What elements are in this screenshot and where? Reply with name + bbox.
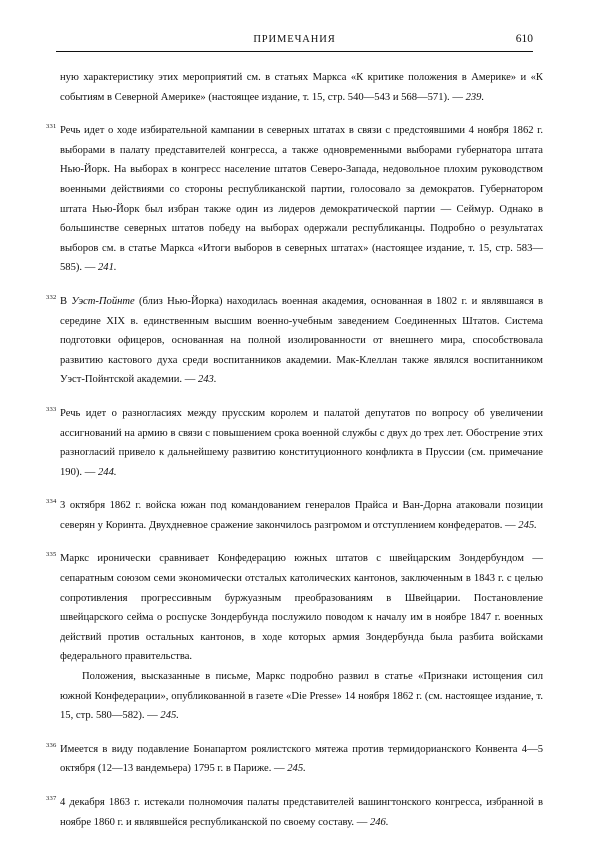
note-text-segment: 3 октября 1862 г. войска южан под командованием генералов Прайса и Ван-Дорна атаковали позиции северян у Коринта. Двухдневное сражение закончилось разгромом и отступлением конфедератов. — <box>60 500 543 531</box>
note-italic-segment: 243. <box>197 374 217 386</box>
note-number: 333 <box>46 405 57 413</box>
page-number: 610 <box>515 33 533 45</box>
note-paragraph <box>60 496 543 535</box>
note-text-segment: Речь идет о разногласиях между прусским королем и палатой депутатов по вопросу об увеличении ассигнований на армию в связи с повышением срока военной службы с двух до трех лет. Обострение этих разногласий привело к дальнейшему развитию конституционного конфликта в Пруссии (см. примечание 190). — <box>60 407 543 478</box>
note-italic-segment: 241. <box>97 262 117 274</box>
note-number: 336 <box>46 741 57 749</box>
note-text-segment: Положения, высказанные в письме, Маркс подробно развил в статье «Признаки истощения сил южной Конфедерации», опубликованной в газете «Die Presse» 14 ноября 1862 г. (см. настоящее издание, т. 15, стр. 580—582). — <box>60 671 543 722</box>
note-entry <box>46 121 543 278</box>
note-entry <box>46 404 543 482</box>
note-paragraph <box>60 292 543 390</box>
note-number: 337 <box>46 795 57 802</box>
page-title: ПРИМЕЧАНИЯ <box>253 34 336 45</box>
note-text-segment: 4 декабря 1863 г. истекали полномочия палаты представителей вашингтонского конгресса, избранной в ноябре 1860 г. и являвшейся республиканской по своему составу. — <box>60 797 543 828</box>
note-text-segment: Маркс иронически сравнивает Конфедерацию южных штатов с швейцарским Зондербундом — сепаратным союзом семи экономически отсталых католических кантонов, заключенным в 1843 г. с целью сопротивления прогрессивным буржуазным преобразованиям в Швейцарии. Постановление швейцарского сейма о роспуске Зондербунда послужило поводом к началу им в ноябре 1847 г. военных действий против остальных кантонов, в ходе которых армия Зондербунда была разбита войсками федерального правительства. <box>60 553 543 663</box>
note-paragraph <box>60 121 543 278</box>
continued-note-paragraph <box>46 68 543 107</box>
continued-note-text <box>60 68 543 107</box>
continued-note-body: ную характеристику этих мероприятий см. в статьях Маркса «К критике положения в Америке» и «К событиям в Северной Америке» (настоящее издание, т. 15, стр. 540—543 и 568—571). — <box>60 72 543 103</box>
note-paragraph <box>60 740 543 779</box>
note-italic-segment: 245. <box>287 763 306 775</box>
note-text-segment: (близ Нью-Йорка) находилась военная академия, основанная в 1802 г. и являвшаяся в середине XIX в. единственным высшим военно-учебным заведением Соединенных Штатов. Система подготовки офицеров, основанная на полной изолированности от внешнего мира, способствовала развитию кастового духа среди воспитанников академии. Мак-Клеллан также являлся воспитанником Уэст-Пойнтской академии. — <box>60 295 543 386</box>
note-entry <box>46 793 543 832</box>
note-italic-segment: Уэст-Пойнте <box>71 295 135 307</box>
note-number: 331 <box>46 123 57 131</box>
note-entry <box>46 549 543 725</box>
note-paragraph <box>60 549 543 667</box>
running-head <box>56 33 533 53</box>
note-paragraph <box>60 793 543 832</box>
note-text-segment: В <box>60 295 72 307</box>
note-italic-segment: 244. <box>97 466 117 478</box>
note-number: 335 <box>46 551 57 559</box>
note-number: 334 <box>46 498 57 506</box>
note-entry <box>46 292 543 390</box>
note-paragraph <box>60 404 543 482</box>
note-italic-segment: 246. <box>369 816 389 828</box>
continued-note-page-ref: 239. <box>465 91 485 103</box>
note-italic-segment: 245. <box>160 710 179 722</box>
note-entry <box>46 740 543 779</box>
note-number: 332 <box>46 293 57 301</box>
header-rule <box>56 51 533 52</box>
note-entry <box>46 496 543 535</box>
note-text-segment: Имеется в виду подавление Бонапартом роялистского мятежа против термидорианского Конвента 4—5 октября (12—13 вандемьера) 1795 г. в Париже. — <box>60 743 543 775</box>
note-italic-segment: 245. <box>518 519 537 531</box>
notes-list <box>46 121 543 832</box>
note-paragraph <box>60 667 543 726</box>
notes-column <box>46 68 543 846</box>
note-text-segment: Речь идет о ходе избирательной кампании в северных штатах в связи с предстоявшими 4 ноября 1862 г. выборами в палату представителей конгресса, а также одновременными выборами губернатора штата Нью-Йорк. На выборах в конгресс население штатов Северо-Запада, недовольное плохим руководством военными действиями со стороны республиканской партии, голосовало за демократов. Губернатором штата Нью-Йорк был избран также один из лидеров демократической партии — Сеймур. Однако в большинстве северных штатов победу на выборах одержали республиканцы. Подробно о результатах выборов см. в статье Маркса «Итоги выборов в северных штатах» (настоящее издание, т. 15, стр. 583—585). — <box>60 125 543 274</box>
